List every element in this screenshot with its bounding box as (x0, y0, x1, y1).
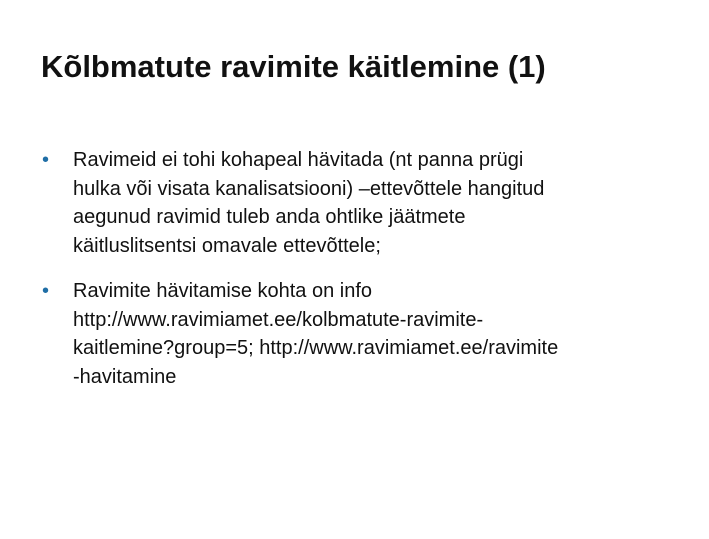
bullet-item-info-links (42, 277, 682, 391)
bullet-link-line: kaitlemine?group=5; http://www.ravimiamet.ee/ravimite (73, 337, 559, 359)
bullet-link-line: http://www.ravimiamet.ee/kolbmatute-ravimite- (73, 308, 484, 331)
bullet-list (42, 146, 682, 408)
bullet-line: aegunud ravimid tuleb anda ohtlike jäätmete (73, 206, 466, 228)
bullet-line: Ravimite hävitamise kohta on info (73, 280, 373, 302)
bullet-link-line: -havitamine (73, 365, 177, 388)
bullet-line: Ravimeid ei tohi kohapeal hävitada (nt panna prügi (73, 149, 524, 171)
bullet-line: käitluslitsentsi omavale ettevõttele; (73, 234, 381, 257)
bullet-item-disposal-rule (42, 146, 682, 260)
bullet-line: hulka või visata kanalisatsiooni) –ettevõttele hangitud (73, 177, 545, 200)
bullet-icon: • (42, 280, 50, 302)
bullet-icon: • (42, 149, 50, 171)
slide-title: Kõlbmatute ravimite käitlemine (1) (41, 49, 546, 84)
